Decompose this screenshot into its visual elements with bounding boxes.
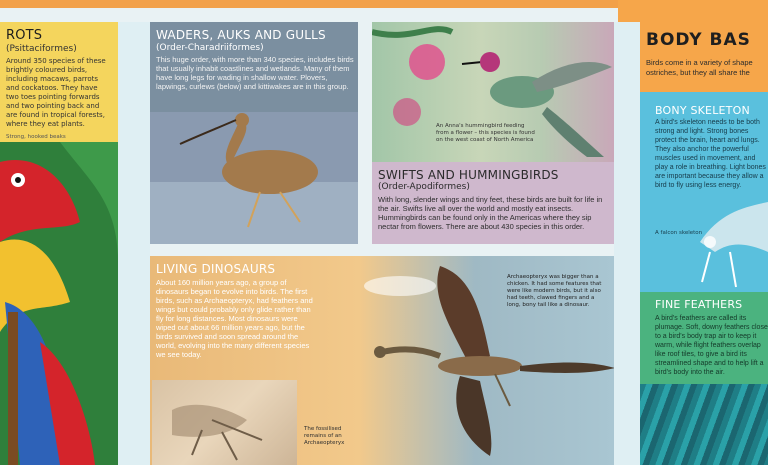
dinosaurs-heading: LIVING DINOSAURS	[156, 262, 276, 276]
feathers-body: A bird's feathers are called its plumage. Soft, downy feathers close to a bird's body trap air to keep it warm, while flight feathers overlap like roof tiles, to give a bird its streamlined shape and to help lift a bird's body into the air.	[655, 315, 768, 376]
parrots-subheading: (Psittaciformes)	[6, 44, 77, 54]
body-basics-heading: BODY BAS	[646, 30, 751, 50]
bony-caption: A falcon skeleton	[655, 230, 703, 236]
fossil-caption: The fossilised remains of an Archaeopteryx	[304, 426, 345, 446]
waders-heading: WADERS, AUKS AND GULLS	[156, 28, 326, 42]
bony-body: A bird's skeleton needs to be both strong and light. Strong bones protect the brain, heart and lungs. They also anchor the powerful muscles used in movement, and play a role in breathing. Light bones are important because they allow a bird to fly using less energy.	[655, 119, 766, 189]
parrots-heading: ROTS	[6, 28, 43, 43]
swifts-body: With long, slender wings and tiny feet, these birds are built for life in the air. Swifts live all over the world and mostly eat insects. Hummingbirds can be found only in the Americas where they sip nectar from flowers. There are about 430 species in this order.	[378, 195, 603, 231]
bony-skeleton-panel	[640, 92, 768, 292]
macaw-illustration	[0, 142, 118, 465]
waders-panel	[150, 22, 358, 244]
parrots-caption: Strong, hooked beaks	[6, 134, 66, 140]
fine-feathers-panel	[640, 292, 768, 465]
bony-heading: BONY SKELETON	[655, 104, 750, 117]
swifts-panel	[372, 22, 614, 244]
dinosaurs-panel	[150, 256, 614, 465]
parrots-body: Around 350 species of these brightly coloured birds, including macaws, parrots and cockatoos. They have two toes pointing forwards and two pointing back and are found in tropical forests, where they eat plants.	[6, 57, 106, 128]
swifts-heading: SWIFTS AND HUMMINGBIRDS	[378, 168, 559, 182]
parrots-panel	[0, 22, 118, 465]
fossil-illustration	[152, 380, 297, 465]
hummingbird-caption: An Anna's hummingbird feeding from a flower – this species is found on the west coast of North America	[436, 123, 535, 143]
body-basics-intro: Birds come in a variety of shape ostriches, but they all share the	[646, 58, 753, 77]
dinosaurs-body: About 160 million years ago, a group of dinosaurs began to evolve into birds. The first birds, such as Archaeopteryx, had feathers and wings but could probably only glide rather than fly for long distances. Most dinosaurs were wiped out about 66 million years ago, but the birds survived and soon spread around the world, evolving into the many different species we see today.	[156, 278, 313, 359]
swifts-subheading: (Order-Apodiformes)	[378, 182, 470, 192]
archaeopteryx-caption: Archaeopteryx was bigger than a chicken. It had some features that were like modern birds, but it also had teeth, clawed fingers and a long, bony tail like a dinosaur.	[507, 274, 602, 308]
page-gutter-right	[614, 22, 640, 465]
falcon-skeleton-illustration	[640, 92, 768, 292]
waders-subheading: (Order-Charadriiformes)	[156, 43, 264, 53]
feathers-heading: FINE FEATHERS	[655, 298, 743, 311]
waders-body: This huge order, with more than 340 species, includes birds that usually inhabit coastlines and wetlands. Many of them have long legs for wading in shallow water. Plovers, lapwings, curlews (below) and kittiwakes are in this group.	[156, 55, 354, 91]
parrots-textbox	[0, 22, 118, 142]
page-gutter-left	[118, 22, 150, 465]
peacock-feather-pattern	[640, 384, 768, 465]
archaeopteryx-fossil	[152, 380, 297, 465]
